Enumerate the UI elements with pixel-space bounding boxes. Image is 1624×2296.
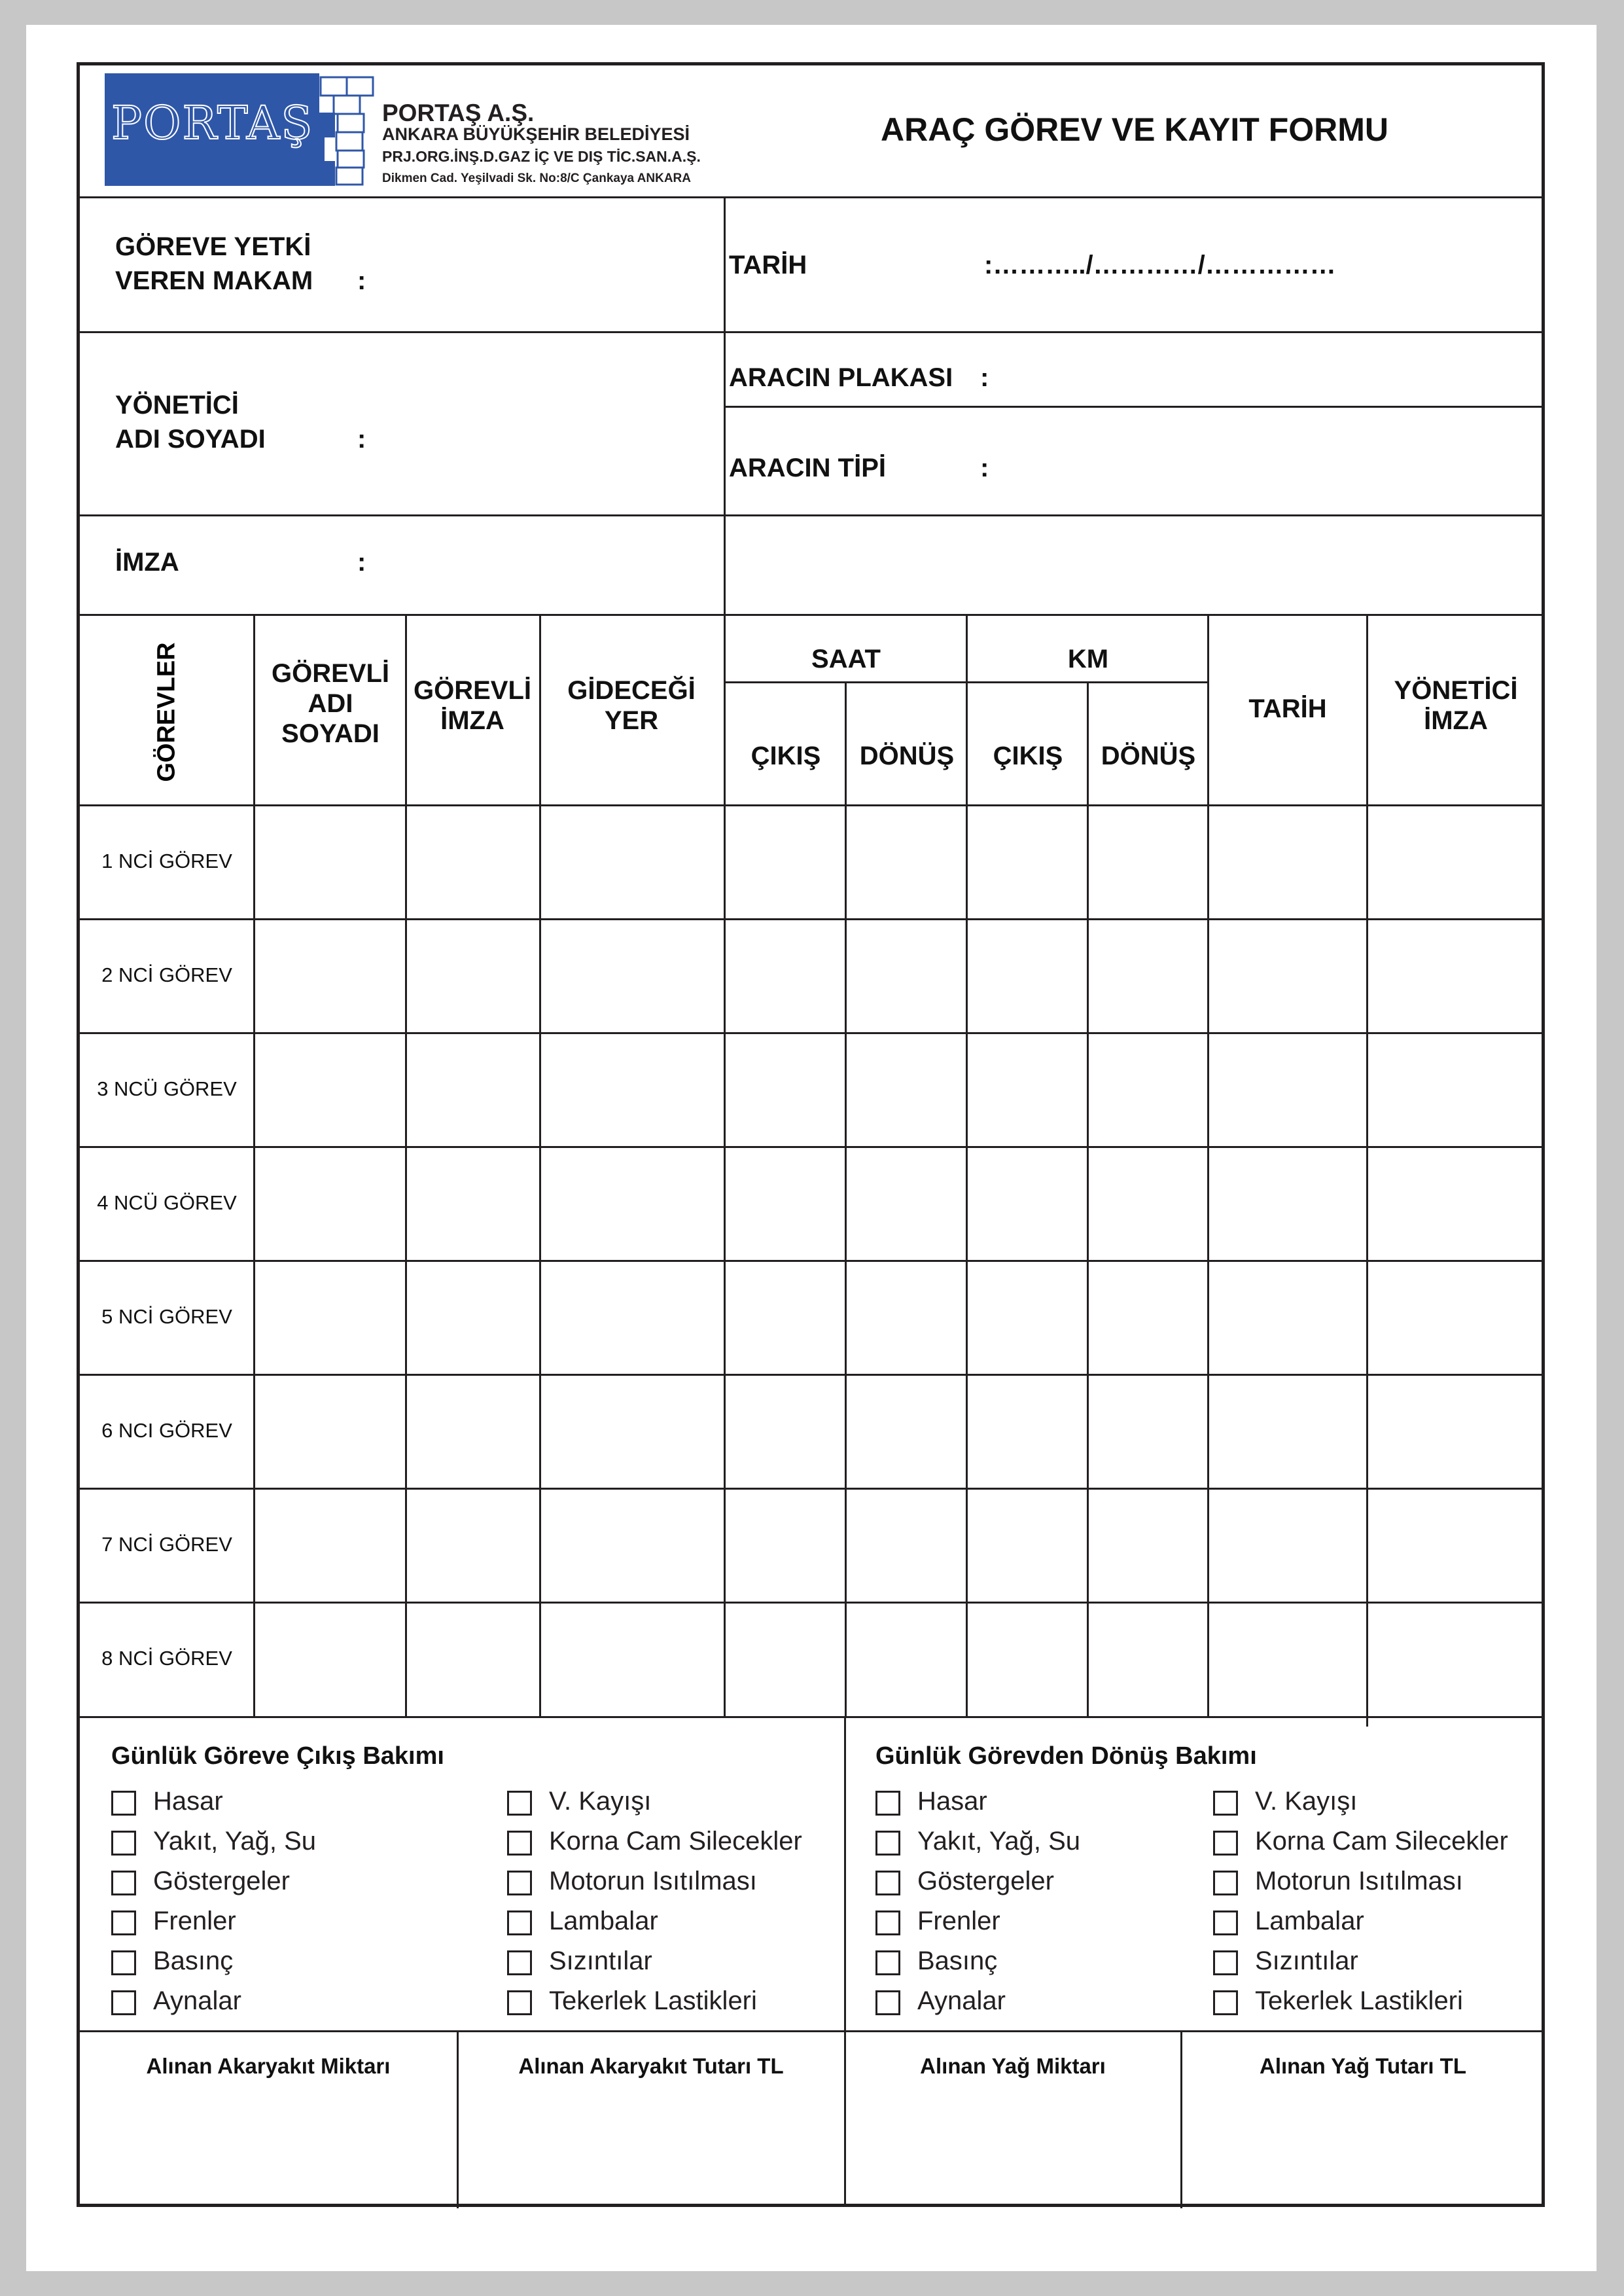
maintenance-item-label: Frenler xyxy=(153,1907,236,1935)
fuel-amount-input[interactable] xyxy=(85,2092,451,2197)
out-maintenance-title: Günlük Göreve Çıkış Bakımı xyxy=(111,1742,444,1770)
header-tasks: GÖREVLER xyxy=(152,642,181,782)
maintenance-item-label: Sızıntılar xyxy=(1255,1946,1358,1975)
manager-label-2: ADI SOYADI xyxy=(115,425,266,454)
oil-amount-label: Alınan Yağ Miktarı xyxy=(920,2054,1106,2078)
maintenance-checkbox[interactable] xyxy=(875,1831,900,1856)
oil-cost-input[interactable] xyxy=(1186,2092,1539,2197)
table-line xyxy=(724,614,726,1716)
maintenance-checkbox[interactable] xyxy=(111,1910,136,1935)
maintenance-item-label: Motorun Isıtılması xyxy=(1255,1867,1463,1895)
row-label: 6 NCI GÖREV xyxy=(101,1419,232,1442)
header-saat-out: ÇIKIŞ xyxy=(750,742,821,770)
maintenance-checkbox[interactable] xyxy=(875,1990,900,2015)
maintenance-checkbox[interactable] xyxy=(1213,1910,1238,1935)
form-title: ARAÇ GÖREV VE KAYIT FORMU xyxy=(880,111,1389,148)
table-line xyxy=(539,614,541,1716)
table-line xyxy=(79,1146,1544,1148)
plate-label: ARACIN PLAKASI xyxy=(729,363,953,392)
table-line xyxy=(79,1260,1544,1262)
table-line xyxy=(79,1488,1544,1490)
maintenance-item-label: Tekerlek Lastikleri xyxy=(1255,1986,1463,2015)
logo-text: PORTAŞ xyxy=(111,96,314,150)
plate-input[interactable] xyxy=(1001,353,1525,393)
maintenance-checkbox[interactable] xyxy=(507,1791,532,1816)
maintenance-checkbox[interactable] xyxy=(507,1990,532,2015)
maintenance-checkbox[interactable] xyxy=(111,1871,136,1895)
table-line xyxy=(79,918,1544,920)
header-saat: SAAT xyxy=(811,645,881,673)
maintenance-item-label: Yakıt, Yağ, Su xyxy=(917,1827,1081,1856)
maintenance-item-label: Göstergeler xyxy=(917,1867,1054,1895)
maintenance-checkbox[interactable] xyxy=(111,1990,136,2015)
company-address: Dikmen Cad. Yeşilvadi Sk. No:8/C Çankaya ANKARA xyxy=(382,171,691,185)
authority-label-2: VEREN MAKAM xyxy=(115,266,313,295)
company-line2: PRJ.ORG.İNŞ.D.GAZ İÇ VE DIŞ TİC.SAN.A.Ş. xyxy=(382,148,701,165)
maintenance-item-label: Basınç xyxy=(917,1946,998,1975)
header-destination: GİDECEĞİ YER xyxy=(567,676,696,735)
row-label: 2 NCİ GÖREV xyxy=(101,963,232,986)
maintenance-item-label: Lambalar xyxy=(549,1907,658,1935)
divider xyxy=(79,514,1544,516)
manager-input[interactable] xyxy=(380,412,707,452)
header-saat-return: DÖNÜŞ xyxy=(859,742,955,770)
divider xyxy=(79,196,1544,198)
type-colon: : xyxy=(980,454,989,482)
header-date: TARİH xyxy=(1248,694,1327,723)
header-km-return: DÖNÜŞ xyxy=(1101,742,1196,770)
row-label: 4 NCÜ GÖREV xyxy=(97,1191,237,1214)
table-line xyxy=(79,1602,1544,1604)
authority-input[interactable] xyxy=(380,249,707,288)
signature-label: İMZA xyxy=(115,548,179,577)
maintenance-checkbox[interactable] xyxy=(875,1950,900,1975)
maintenance-item-label: Hasar xyxy=(917,1787,987,1816)
table-line xyxy=(845,681,847,1716)
header-manager-sign: YÖNETİCİ İMZA xyxy=(1394,676,1518,735)
maintenance-checkbox[interactable] xyxy=(875,1871,900,1895)
date-input[interactable]: :………../…………/…………… xyxy=(984,251,1336,279)
fuel-cost-input[interactable] xyxy=(463,2092,839,2197)
maintenance-item-label: Korna Cam Silecekler xyxy=(1255,1827,1508,1856)
row-label: 3 NCÜ GÖREV xyxy=(97,1077,237,1100)
table-line xyxy=(1207,614,1209,1716)
row-label: 7 NCİ GÖREV xyxy=(101,1533,232,1556)
table-line xyxy=(253,614,255,1716)
authority-label-1: GÖREVE YETKİ xyxy=(115,232,311,261)
signature-colon: : xyxy=(357,548,366,577)
maintenance-item-label: Tekerlek Lastikleri xyxy=(549,1986,757,2015)
maintenance-item-label: Aynalar xyxy=(917,1986,1006,2015)
oil-cost-label: Alınan Yağ Tutarı TL xyxy=(1260,2054,1466,2078)
table-line xyxy=(79,804,1544,806)
maintenance-item-label: Yakıt, Yağ, Su xyxy=(153,1827,317,1856)
type-label: ARACIN TİPİ xyxy=(729,454,886,482)
maintenance-checkbox[interactable] xyxy=(111,1950,136,1975)
row-label: 5 NCİ GÖREV xyxy=(101,1305,232,1328)
row-label: 8 NCİ GÖREV xyxy=(101,1647,232,1670)
maintenance-checkbox[interactable] xyxy=(1213,1871,1238,1895)
maintenance-checkbox[interactable] xyxy=(111,1831,136,1856)
table-line xyxy=(1087,681,1089,1716)
maintenance-checkbox[interactable] xyxy=(875,1910,900,1935)
maintenance-checkbox[interactable] xyxy=(1213,1831,1238,1856)
footer-divider xyxy=(1180,2030,1182,2208)
maintenance-checkbox[interactable] xyxy=(507,1910,532,1935)
maintenance-checkbox[interactable] xyxy=(507,1950,532,1975)
maintenance-item-label: V. Kayışı xyxy=(549,1787,652,1816)
maintenance-item-label: Hasar xyxy=(153,1787,223,1816)
manager-label-1: YÖNETİCİ xyxy=(115,391,239,420)
fuel-amount-label: Alınan Akaryakıt Miktarı xyxy=(146,2054,391,2078)
maintenance-item-label: Motorun Isıtılması xyxy=(549,1867,757,1895)
section-divider xyxy=(79,2030,1544,2032)
maintenance-item-label: Lambalar xyxy=(1255,1907,1364,1935)
header-person: GÖREVLİ ADI SOYADI xyxy=(271,659,390,748)
maintenance-checkbox[interactable] xyxy=(507,1831,532,1856)
header-km: KM xyxy=(1067,645,1109,673)
footer-divider xyxy=(457,2030,459,2208)
maintenance-item-label: Sızıntılar xyxy=(549,1946,652,1975)
company-name: PORTAŞ A.Ş. xyxy=(382,99,535,126)
header-km-out: ÇIKIŞ xyxy=(993,742,1063,770)
divider xyxy=(79,331,1544,333)
type-input[interactable] xyxy=(1001,445,1525,484)
table-line xyxy=(79,1374,1544,1376)
authority-colon: : xyxy=(357,266,366,295)
table-line xyxy=(966,614,968,1716)
divider xyxy=(724,196,726,614)
maintenance-item-label: Basınç xyxy=(153,1946,234,1975)
table-line xyxy=(1366,614,1368,1727)
return-maintenance-title: Günlük Görevden Dönüş Bakımı xyxy=(875,1742,1257,1770)
maintenance-checkbox[interactable] xyxy=(1213,1791,1238,1816)
header-sign: GÖREVLİ İMZA xyxy=(413,676,532,735)
maintenance-item-label: V. Kayışı xyxy=(1255,1787,1358,1816)
divider xyxy=(725,406,1544,408)
plate-colon: : xyxy=(980,363,989,392)
table-line xyxy=(79,1716,1544,1718)
row-label: 1 NCİ GÖREV xyxy=(101,850,232,872)
manager-colon: : xyxy=(357,425,366,454)
maintenance-item-label: Korna Cam Silecekler xyxy=(549,1827,802,1856)
signature-input[interactable] xyxy=(380,534,707,586)
fuel-cost-label: Alınan Akaryakıt Tutarı TL xyxy=(518,2054,784,2078)
section-divider xyxy=(844,1716,846,2207)
company-line1: ANKARA BÜYÜKŞEHİR BELEDİYESİ xyxy=(382,124,690,144)
table-line xyxy=(79,1032,1544,1034)
maintenance-checkbox[interactable] xyxy=(875,1791,900,1816)
maintenance-checkbox[interactable] xyxy=(1213,1990,1238,2015)
date-label: TARİH xyxy=(729,251,807,279)
oil-amount-input[interactable] xyxy=(849,2092,1176,2197)
maintenance-item-label: Aynalar xyxy=(153,1986,241,2015)
maintenance-item-label: Frenler xyxy=(917,1907,1000,1935)
maintenance-item-label: Göstergeler xyxy=(153,1867,290,1895)
maintenance-checkbox[interactable] xyxy=(507,1871,532,1895)
maintenance-checkbox[interactable] xyxy=(1213,1950,1238,1975)
divider xyxy=(79,614,1544,616)
maintenance-checkbox[interactable] xyxy=(111,1791,136,1816)
table-line xyxy=(405,614,407,1716)
